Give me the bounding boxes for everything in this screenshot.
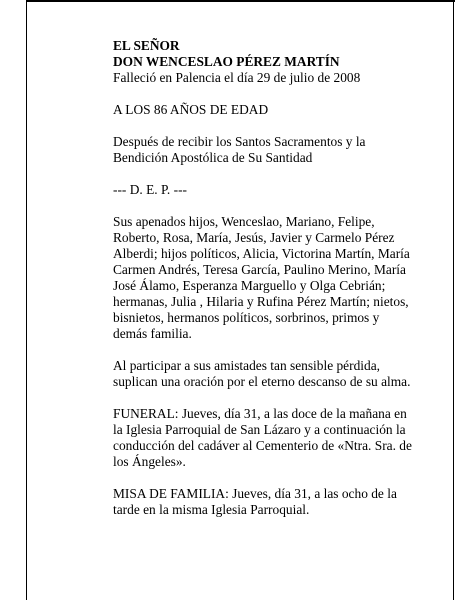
obituary-text [113,38,413,518]
dep-line: --- D. E. P. --- [113,182,188,197]
funeral-line: la Iglesia Parroquial de San Lázaro y a continuación la [113,422,406,437]
mass-line: tarde en la misma Iglesia Parroquial. [113,502,310,517]
family-line: bisnietos, hermanos políticos, sorbrinos, primos y [113,310,380,325]
death-notice: Falleció en Palencia el día 29 de julio de 2008 [113,70,361,85]
family-line: Alberdi; hijos políticos, Alicia, Victorina Martín, María [113,246,410,261]
announcement-line: suplican una oración por el eterno descanso de su alma. [113,374,411,389]
family-line: hermanas, Julia , Hilaria y Rufina Pérez Martín; nietos, [113,294,409,309]
family-line: demás familia. [113,326,192,341]
family-line: Roberto, Rosa, María, Jesús, Javier y Carmelo Pérez [113,230,395,245]
sacraments-line-2: Bendición Apostólica de Su Santidad [113,150,313,165]
announcement-line: Al participar a sus amistades tan sensible pérdida, [113,358,380,373]
deceased-name: DON WENCESLAO PÉREZ MARTÍN [113,54,340,69]
family-line: Carmen Andrés, Teresa García, Paulino Merino, María [113,262,406,277]
age-line: A LOS 86 AÑOS DE EDAD [113,102,269,117]
funeral-line: conducción del cadáver al Cementerio de «Ntra. Sra. de [113,438,412,453]
funeral-line: los Ángeles». [113,454,186,469]
sacraments-line-1: Después de recibir los Santos Sacramentos y la [113,134,366,149]
mass-line: MISA DE FAMILIA: Jueves, día 31, a las ocho de la [113,486,397,501]
family-line: Sus apenados hijos, Wenceslao, Mariano, Felipe, [113,214,375,229]
honorific: EL SEÑOR [113,38,180,53]
family-line: José Álamo, Esperanza Marguello y Olga Cebrián; [113,278,386,293]
funeral-line: FUNERAL: Jueves, día 31, a las doce de la mañana en [113,406,407,421]
